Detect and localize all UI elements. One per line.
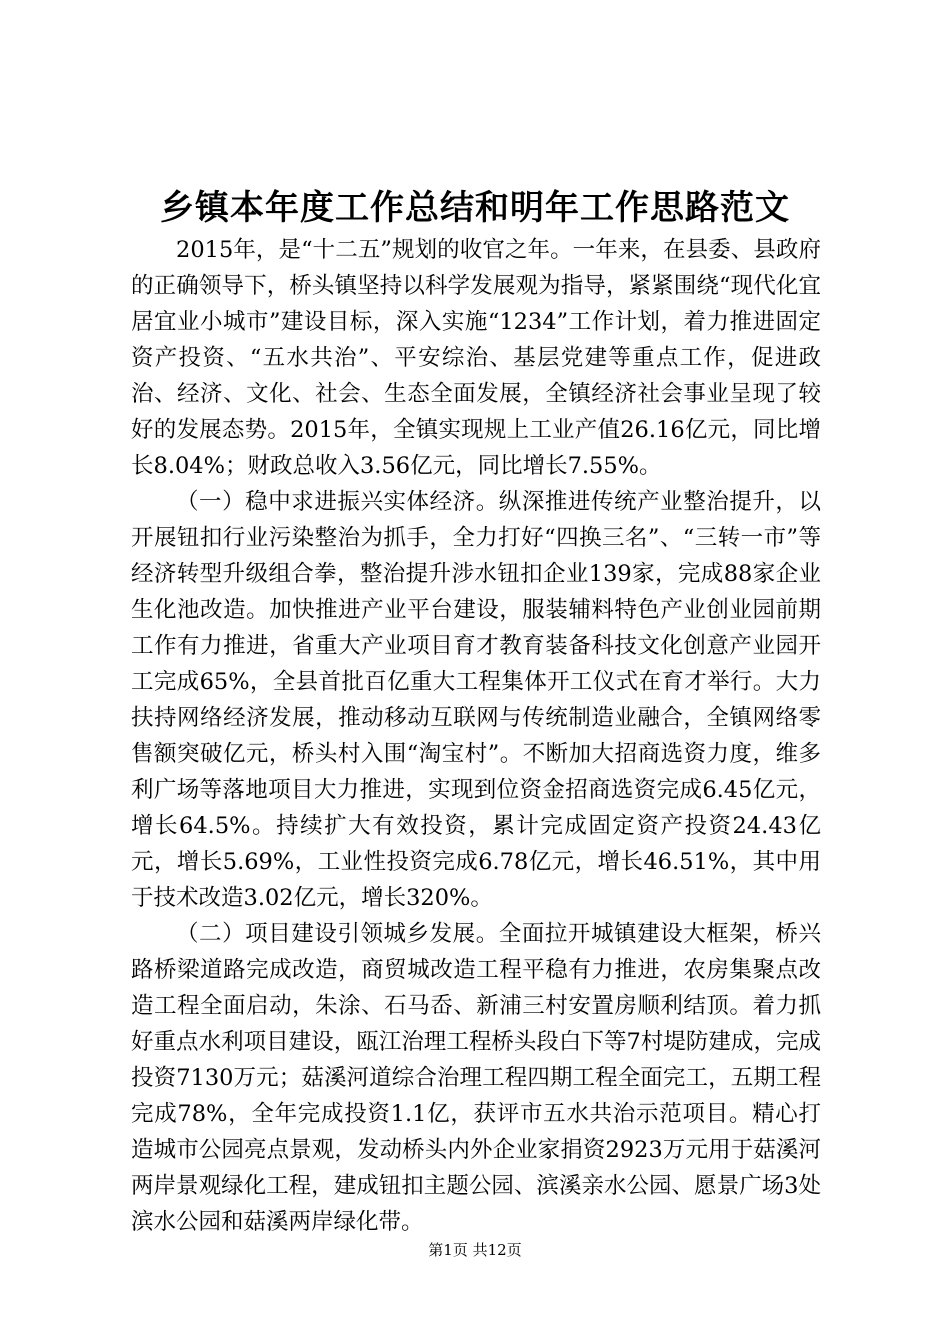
paragraph-section-2: （二）项目建设引领城乡发展。全面拉开城镇建设大框架，桥兴路桥梁道路完成改造，商贸城改造工程平稳有力推进，农房集聚点改造工程全面启动，朱涂、石马岙、新浦三村安置房顺利结顶。着力抓好重点水利项目建设，瓯江治理工程桥头段白下等7村堤防建成，完成投资7130万元；菇溪河道综合治理工程四期工程全面完工，五期工程完成78%，全年完成投资1.1亿，获评市五水共治示范项目。精心打造城市公园亮点景观，发动桥头内外企业家捐资2923万元用于菇溪河两岸景观绿化工程，建成钮扣主题公园、滨溪亲水公园、愿景广场3处滨水公园和菇溪两岸绿化带。	[131, 921, 821, 1235]
document-body	[131, 232, 821, 1240]
paragraph-intro: 2015年，是“十二五”规划的收官之年。一年来，在县委、县政府的正确领导下，桥头镇坚持以科学发展观为指导，紧紧围绕“现代化宜居宜业小城市”建设目标，深入实施“1234”工作计划，着力推进固定资产投资、“五水共治”、平安综治、基层党建等重点工作，促进政治、经济、文化、社会、生态全面发展，全镇经济社会事业呈现了较好的发展态势。2015年，全镇实现规上工业产值26.16亿元，同比增长8.04%；财政总收入3.56亿元，同比增长7.55%。	[131, 237, 821, 479]
page-number-footer: 第1页 共12页	[428, 1241, 522, 1259]
document-title: 乡镇本年度工作总结和明年工作思路范文	[160, 188, 790, 228]
paragraph-section-1: （一）稳中求进振兴实体经济。纵深推进传统产业整治提升，以开展钮扣行业污染整治为抓手，全力打好“四换三名”、“三转一市”等经济转型升级组合拳，整治提升涉水钮扣企业139家，完成88家企业生化池改造。加快推进产业平台建设，服装辅料特色产业创业园前期工作有力推进，省重大产业项目育才教育装备科技文化创意产业园开工完成65%，全县首批百亿重大工程集体开工仪式在育才举行。大力扶持网络经济发展，推动移动互联网与传统制造业融合，全镇网络零售额突破亿元，桥头村入围“淘宝村”。不断加大招商选资力度，维多利广场等落地项目大力推进，实现到位资金招商选资完成6.45亿元，增长64.5%。持续扩大有效投资，累计完成固定资产投资24.43亿元，增长5.69%，工业性投资完成6.78亿元，增长46.51%，其中用于技术改造3.02亿元，增长320%。	[131, 489, 821, 911]
